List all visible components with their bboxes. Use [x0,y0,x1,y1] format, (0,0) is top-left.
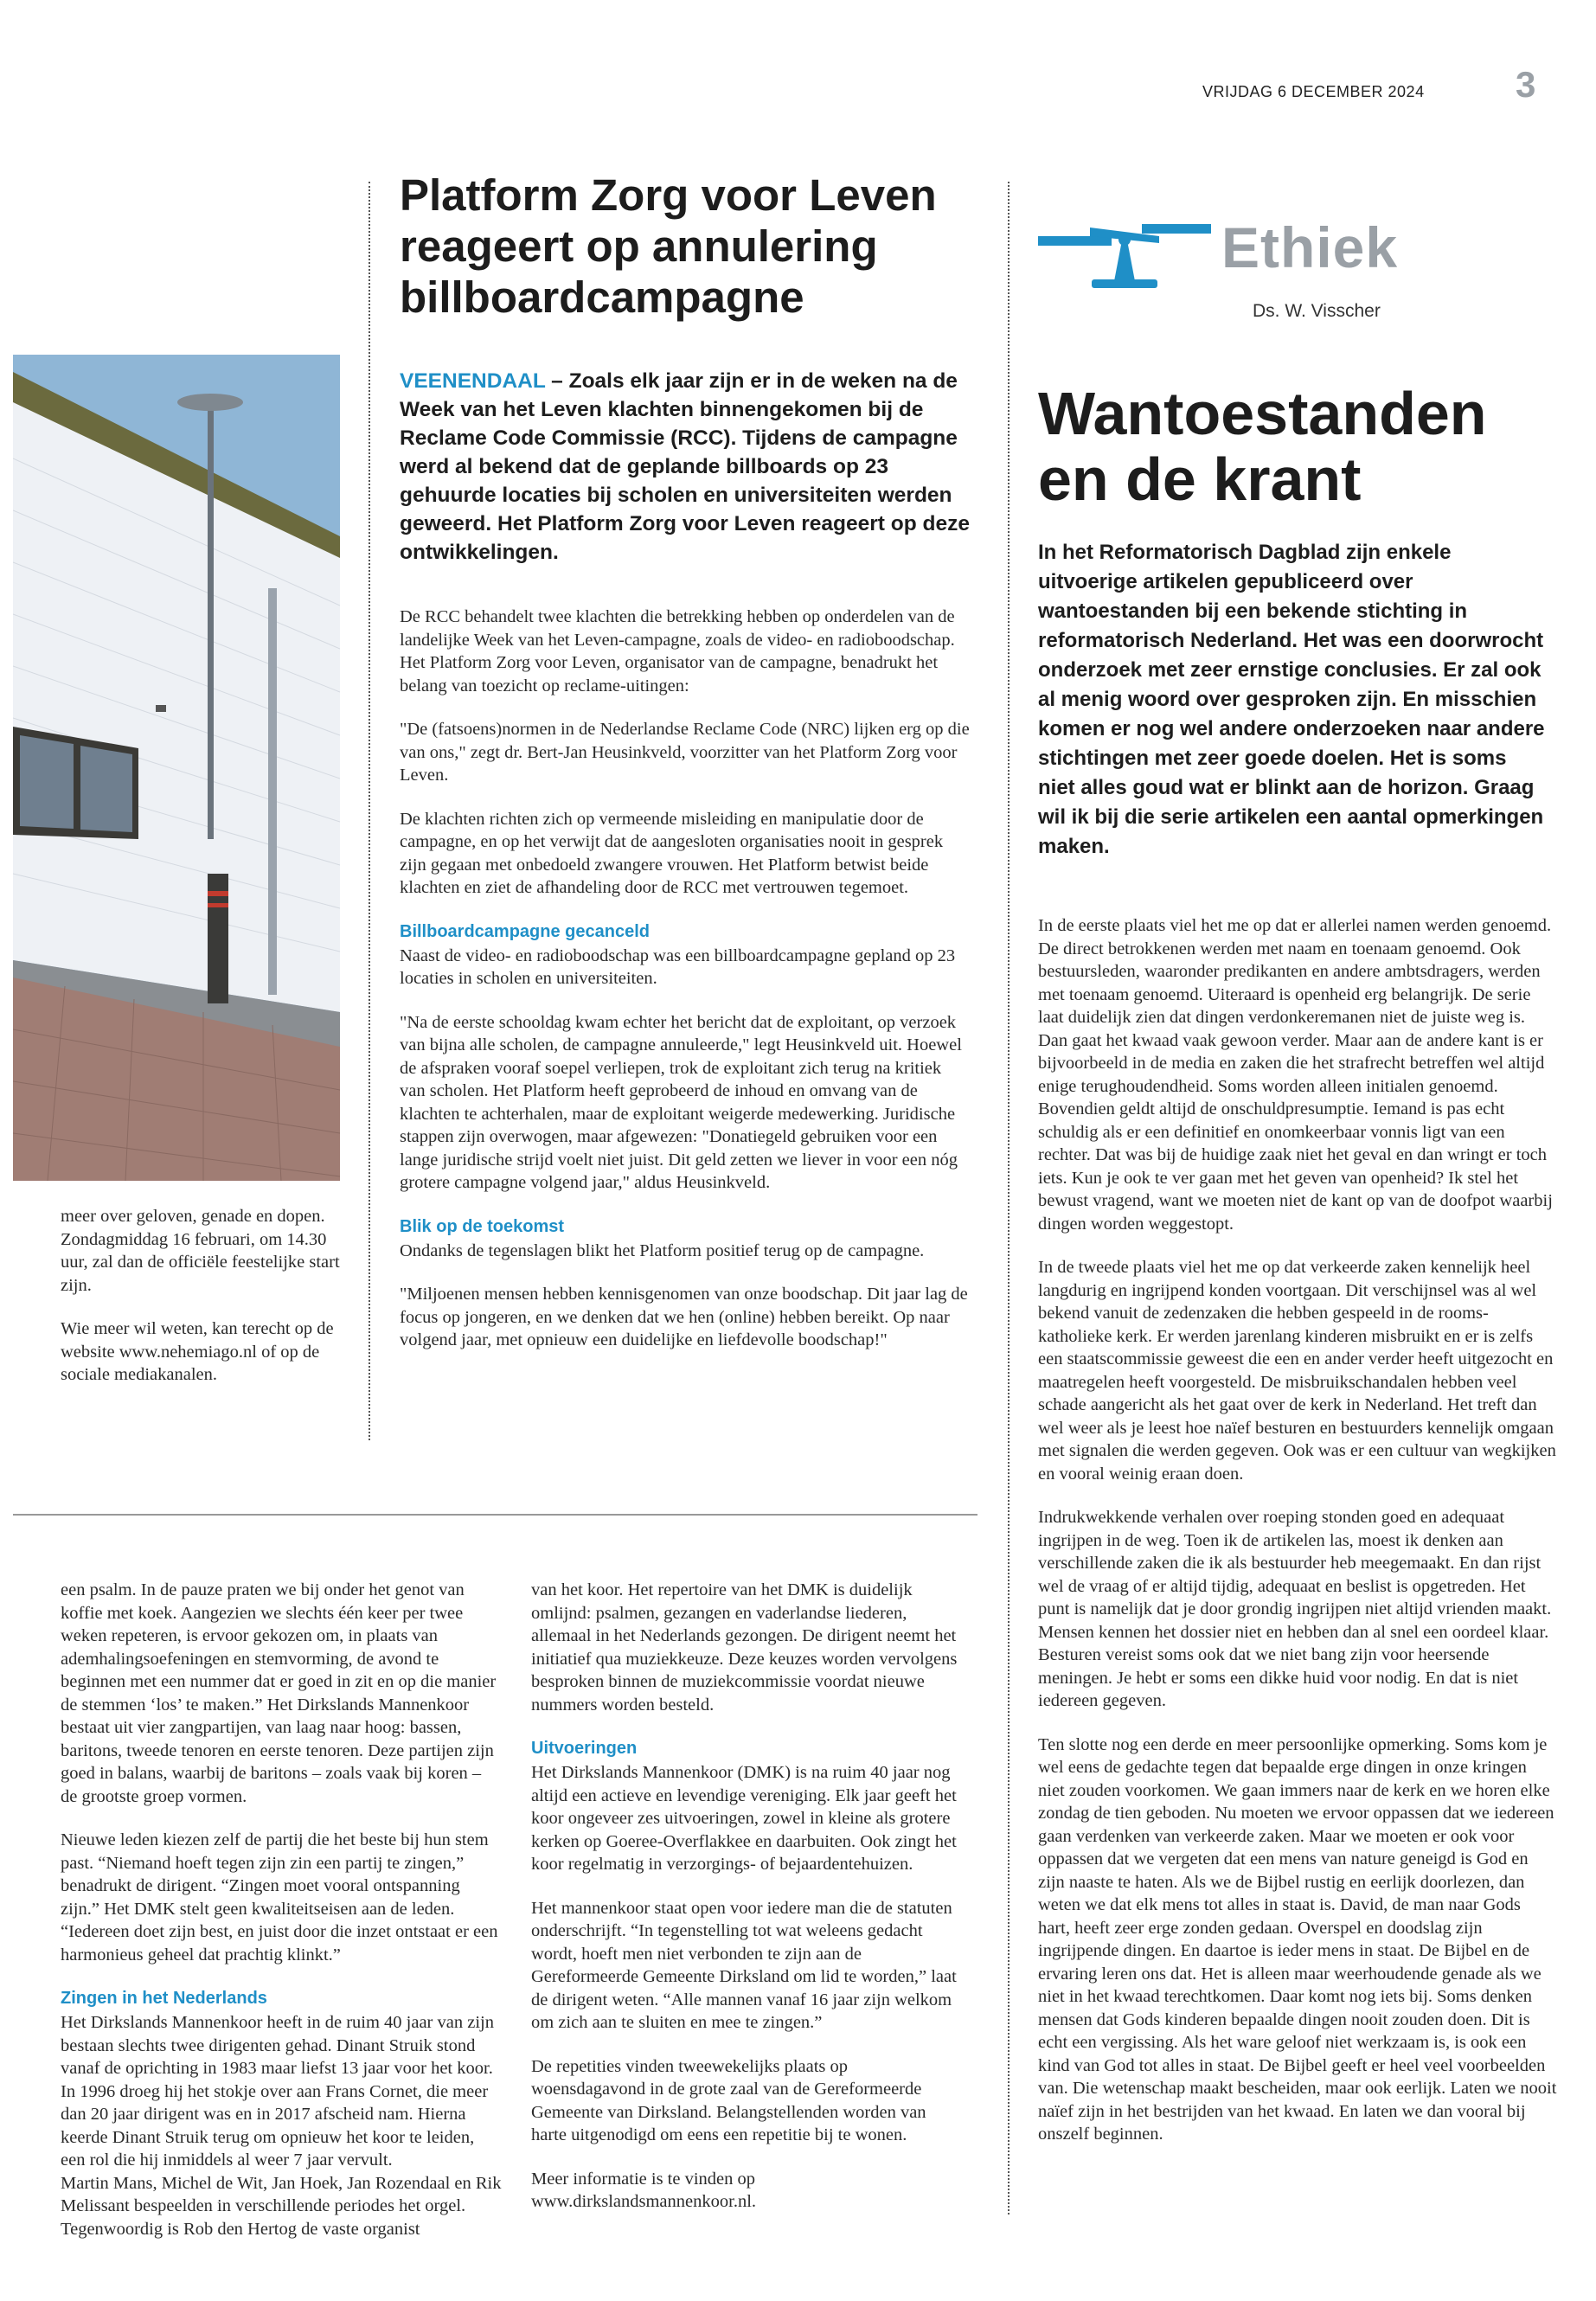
page-number: 3 [1516,64,1536,105]
platform-paragraph: De RCC behandelt twee klachten die betrekking hebben op onderdelen van de landelijke Week van het Leven-campagne, zoals de video- en radioboodschap. Het Platform Zorg voor Leven, organisator van de campagne, benadrukt het belang van toezicht op reclame-uitingen: [400,607,955,695]
ethiek-paragraph: In de tweede plaats viel het me op dat verkeerde zaken kennelijk heel langdurig en ingrijpend konden voortgaan. Dit verschijnsel was al wel bekend vanuit de zedenzaken die hebben gespeeld in de rooms-katholieke kerk. Er werden jarenlang kinderen misbruikt en er is zelfs een staatscommissie geweest die een en ander verder heeft uitgezocht en maatregelen heeft voorgesteld. De misbruikschandalen hebben veel schade aangericht als het gaat over de kerk in Nederland. Het treft dan wel weer als je leest hoe naïef besturen en bestuurders kennelijk omgaan met signalen die werden gegeven. Ook was er een cultuur van wegkijken en vooral weinig eraan doen. [1038,1258,1556,1484]
left-column-paragraph: meer over geloven, genade en dopen. Zondagmiddag 16 februari, om 14.30 uur, zal dan de officiële feestelijke start zijn. [61,1207,340,1295]
column-divider-right [1008,182,1010,2214]
platform-dateline: VEENENDAAL [400,369,546,393]
koor-paragraph: De repetities vinden tweewekelijks plaats op woensdagavond in de grote zaal van de Gereformeerde Gemeente van Dirksland. Belangstellenden worden van harte uitgenodigd om eens een repetitie bij te wonen. [531,2056,926,2144]
platform-headline: Platform Zorg voor Leven reageert op annulering billboardcampagne [400,170,937,322]
platform-paragraph: Ondanks de tegenslagen blikt het Platform positief terug op de campagne. [400,1240,925,1260]
left-column-text [61,1205,346,1407]
section-divider [13,1514,977,1516]
koor-paragraph: Nieuwe leden kiezen zelf de partij die het beste bij hun stem past. “Niemand hoeft tegen zijn zin een partij te zingen,” benadrukt de dirigent. “Zingen moet vooral ontspanning zijn.” Het DMK stelt geen kwaliteitseisen aan de leden. “Iedereen doet zijn best, en juist door die inzet ontstaat er een harmonieus geheel dat prachtig klinkt.” [61,1830,498,1965]
platform-paragraph: De klachten richten zich op vermeende misleiding en manipulatie door de campagne, en op het verwijt dat de aangesloten organisaties nooit in gesprek zijn gegaan met onbedoeld zwangere vrouwen. Het Platform betwist beide klachten en ziet de afhandeling door de RCC met vertrouwen tegemoet. [400,809,944,897]
platform-subhead-toekomst: Blik op de toekomst [400,1216,565,1236]
platform-paragraph: "Na de eerste schooldag kwam echter het bericht dat de exploitant, op verzoek van bijna alle scholen, de campagne annuleerde," legt Heusinkveld uit. Hoewel de afspraken vooraf soepel verliepen, trok de exploitant zich terug na kritiek van scholen. Het Platform heeft geprobeerd de inhoud en omvang van de klachten te achterhalen, maar de exploitant weigerde medewerking. Juridische stappen zijn overwogen, maar afgewezen: "Donatiegeld gebruiken voor een lange juridische strijd voelt niet juist. Dit geld zetten we liever in voor een nóg grotere campagne volgend jaar," aldus Heusinkveld. [400,1012,962,1192]
platform-paragraph: "De (fatsoens)normen in de Nederlandse Reclame Code (NRC) lijken erg op die van ons," zegt dr. Bert-Jan Heusinkveld, voorzitter van het Platform Zorg voor Leven. [400,720,970,785]
koor-paragraph: van het koor. Het repertoire van het DMK is duidelijk omlijnd: psalmen, gezangen en vaderlandse liederen, allemaal in het Nederlands gezongen. De dirigent neemt het initiatief qua muziekkeuze. Deze keuzes worden vervolgens besproken binnen de muziekcommissie voordat nieuwe nummers worden besteld. [531,1580,958,1715]
ethiek-paragraph: In de eerste plaats viel het me op dat er allerlei namen werden genoemd. De direct betrokkenen werden met naam en toenaam genoemd. Ook bestuursleden, waaronder predikanten en andere ambtsdragers, werden met toenaam genoemd. Uiteraard is openheid erg belangrijk. De serie laat duidelijk zien dat dingen verdonkeremanen niet de juiste weg is. Dan gaat het kwaad vaak gewoon verder. Maar aan de andere kant is er bijvoorbeeld in de media en zaken die het strafrecht betreffen wel altijd enige terughoudendheid. Soms worden alleen initialen genoemd. Bovendien geldt altijd de onschuldpresumptie. Iemand is pas echt schuldig als er een definitief en onomkeerbaar vonnis ligt van een rechter. Dat was bij de huidige zaak niet het geval en dan wringt er toch iets. Kun je ook te ver gaan met het geven van openheid? Ik stel het bewust vragend, want we moeten niet de kant op van de doofpot waarbij dingen worden weggestopt. [1038,916,1553,1234]
ethiek-paragraph: Ten slotte nog een derde en meer persoonlijke opmerking. Soms kom je wel eens de gedachte tegen dat bepaalde erge dingen in onze kringen niet zouden voorkomen. We gaan immers naar de kerk en we horen elke zondag de tien geboden. Nu moeten we ervoor oppassen dat we iedereen gaan verdenken van verkeerde zaken. Maar we moeten er ook voor oppassen dat we vergeten dat een mens van nature geneigd is God en zijn naaste te haten. Als we de Bijbel rustig en eerlijk doorlezen, dan weten we dat elk mens tot alles in staat is. David, de man naar Gods hart, heeft zeer erge zonden gedaan. Overspel en doodslag zijn ingrijpende dingen. En daartoe is ieder mens in staat. De Bijbel en de ervaring leren ons dat. Het is alleen maar weerhoudende genade als we niet in het kwaad terechtkomen. Daar komt nog iets bij. Soms denken mensen dat Gods kinderen bepaalde dingen nooit zouden doen. Dit is echt een vergissing. Als het ware geloof niet werkzaam is, is ook een kind van God tot alles in staat. De Bijbel geeft er heel veel voorbeelden van. Die wetenschap maakt bescheiden, maar ook eerlijk. Laten we nooit naïef zijn in het bestrijden van het kwaad. En laten we dan vooral bij onszelf beginnen. [1038,1734,1557,2144]
koor-paragraph: Het Dirkslands Mannenkoor (DMK) is na ruim 40 jaar nog altijd een actieve en levendige vereniging. Elk jaar geeft het koor ongeveer zes uitvoeringen, zowel in kleine als grotere kerken op Goeree-Overflakkee en daarbuiten. Ook zingt het koor regelmatig in verzorgings- of bejaardentehuizen. [531,1763,957,1874]
page-date: VRIJDAG 6 DECEMBER 2024 [1202,83,1425,100]
left-column-paragraph: Wie meer wil weten, kan terecht op de website www.nehemiago.nl of op de sociale mediakanalen. [61,1319,334,1384]
building-photo [13,355,340,1181]
koor-paragraph: Het Dirkslands Mannenkoor heeft in de ruim 40 jaar van zijn bestaan slechts twee dirigenten gehad. Dinant Struik stond vanaf de oprichting in 1983 maar liefst 13 jaar voor het koor. In 1996 droeg hij het stokje over aan Frans Cornet, die meer dan 20 jaar dirigent was en in 2017 afscheid nam. Hierna keerde Dinant Struik terug om opnieuw het koor te leiden, een rol die hij inmiddels al weer 7 jaar vervult. [61,2013,494,2170]
koor-paragraph: Meer informatie is te vinden op www.dirkslandsmannenkoor.nl. [531,2169,757,2211]
platform-body [400,606,971,1373]
platform-subhead-billboard: Billboardcampagne gecanceld [400,921,650,941]
platform-paragraph: "Miljoenen mensen hebben kennisgenomen van onze boodschap. Dit jaar lag de focus op jongeren, en we denken dat we hen (online) hebben bereikt. Op naar volgend jaar, met opnieuw een duidelijke en liefdevolle boodschap!" [400,1285,968,1349]
koor-column-2 [531,1579,964,2234]
ethiek-headline: Wantoestanden en de krant [1038,380,1487,513]
koor-subhead-nederlands: Zingen in het Nederlands [61,1989,267,2008]
platform-lead [400,367,971,567]
koor-subhead-uitvoeringen: Uitvoeringen [531,1739,638,1758]
koor-paragraph: een psalm. In de pauze praten we bij onder het genot van koffie met koek. Aangezien we slechts één keer per twee weken repeteren, is ervoor gekozen om, in plaats van ademhalingsoefeningen en stemvorming, de avond te beginnen met een nummer dat er goed in zit en op die manier de stemmen ‘los’ te maken.” Het Dirkslands Mannenkoor bestaat uit vier zangpartijen, van laag naar hoog: bassen, baritons, tweede tenoren en eerste tenoren. Deze partijen zijn goed in balans, waarbij de baritons – zoals vaak bij koren – de grootste groep vormen. [61,1580,497,1806]
ethiek-paragraph: Indrukwekkende verhalen over roeping stonden goed en adequaat ingrijpen in de weg. Toen ik de artikelen las, moest ik denken aan verschillende zaken die ik als bestuurder heb meegemaakt. En dan rijst wel de vraag of er altijd tijdig, adequaat en beslist is opgetreden. Het punt is namelijk dat je door grondig ingrijpen niet altijd vrienden maakt. Mensen kennen het dossier niet en hebben dan al snel een oordeel klaar. Besturen vereist soms ook dat we niet bang zijn voor heersende meningen. Je hebt er soms een dikke huid voor nodig. En dat is niet iedereen gegeven. [1038,1508,1552,1710]
koor-paragraph: Het mannenkoor staat open voor iedere man die de statuten onderschrijft. “In tegenstelling tot wat weleens gedacht wordt, hoeft men niet verbonden te zijn aan de Gereformeerde Gemeente Dirksland om lid te worden,” laat de dirigent weten. “Alle mannen vanaf 16 jaar zijn welkom om zich aan te sluiten en mee te zingen.” [531,1898,957,2032]
platform-lead-text: – Zoals elk jaar zijn er in de weken na de Week van het Leven klachten binnengekomen bij de Reclame Code Commissie (RCC). Tijdens de campagne werd al bekend dat de geplande billboards op 23 gehuurde locaties bij scholen en universiteiten werden geweerd. Het Platform Zorg voor Leven reageert op deze ontwikkelingen. [400,369,970,564]
ethiek-author: Ds. W. Visscher [1253,301,1381,321]
ethiek-lead: In het Reformatorisch Dagblad zijn enkele uitvoerige artikelen gepubliceerd over wantoestanden bij een bekende stichting in reformatorisch Nederland. Het was een doorwrocht onderzoek met zeer ernstige conclusies. Er zal ook al menig woord over gesproken zijn. En misschien komen er nog wel andere onderzoeken naar andere stichtingen met zeer goede doelen. Het is soms niet alles goud wat er blinkt aan de horizon. Graag wil ik bij die serie artikelen een aantal opmerkingen maken. [1038,541,1545,858]
column-divider-left [369,182,370,1440]
ethiek-rubric: Ethiek [1221,215,1399,279]
koor-column-1 [61,1579,502,2261]
koor-paragraph: Martin Mans, Michel de Wit, Jan Hoek, Jan Rozendaal en Rik Melissant bespeelden in verschillende periodes het orgel. Tegenwoordig is Rob den Hertog de vaste organist [61,2173,502,2239]
platform-paragraph: Naast de video- en radioboodschap was een billboardcampagne gepland op 23 locaties in scholen en universiteiten. [400,945,956,988]
ethiek-body [1038,914,1557,2167]
scales-icon [1038,212,1211,290]
